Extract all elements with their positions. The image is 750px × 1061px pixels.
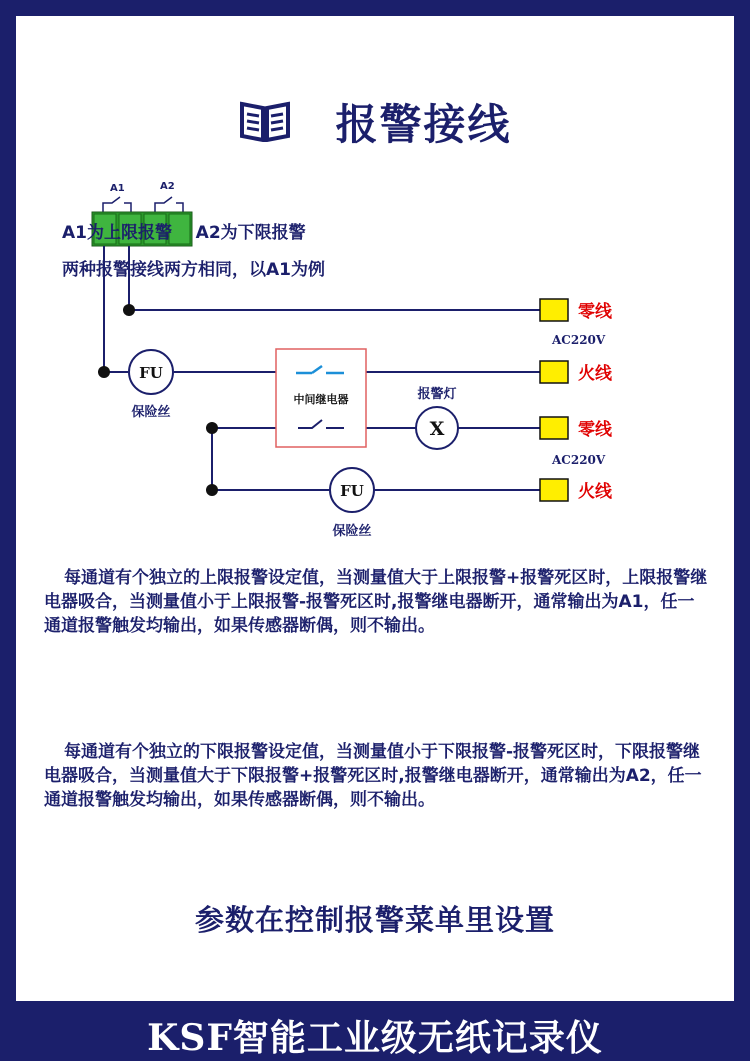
junction-dots xyxy=(98,304,218,496)
desc-line-1: A1为上限报警 A2为下限报警 xyxy=(62,223,306,243)
footer-title: KSF智能工业级无纸记录仪 xyxy=(147,1017,603,1059)
fuse-label-1: 保险丝 xyxy=(131,405,171,420)
relay-contact-icon xyxy=(103,197,183,212)
terminal-3 xyxy=(540,417,613,440)
terminal-label-2: 火线 xyxy=(578,364,612,384)
desc-line-2: 两种报警接线两方相同，以A1为例 xyxy=(62,260,325,280)
relay-label-a2: A2 xyxy=(160,181,175,192)
settings-note: 参数在控制报警菜单里设置 xyxy=(194,903,555,937)
fuse-symbol-1: FU xyxy=(139,364,163,382)
voltage-label-1: AC220V xyxy=(552,333,606,347)
alarm-lamp xyxy=(416,407,458,449)
page-title: 报警接线 xyxy=(335,100,512,149)
terminal-label-4: 火线 xyxy=(578,482,612,502)
relay-label-a1: A1 xyxy=(110,183,125,194)
fuse-symbol-2: FU xyxy=(340,482,364,500)
terminal-4 xyxy=(540,479,613,502)
lamp-symbol: X xyxy=(429,418,445,440)
relay-box-label: 中间继电器 xyxy=(293,393,349,406)
fuse-label-2: 保险丝 xyxy=(332,524,372,539)
fuse-2 xyxy=(330,468,374,512)
paragraph-lower-alarm: 每通道有个独立的下限报警设定值，当测量值小于下限报警-报警死区时，下限报警继电器吸合，当测量值大于下限报警+报警死区时,报警继电器断开，通常输出为A2，任一通道报警触发均输出，如果传感器断偶，则不输出。 xyxy=(44,742,702,810)
fuse-1 xyxy=(129,350,173,394)
terminal-label-3: 零线 xyxy=(578,420,612,440)
terminal-label-1: 零线 xyxy=(578,302,612,322)
terminal-1 xyxy=(540,299,613,322)
intermediate-relay xyxy=(276,349,366,447)
terminal-2 xyxy=(540,361,613,384)
lamp-label: 报警灯 xyxy=(417,387,457,402)
voltage-label-2: AC220V xyxy=(552,453,606,467)
paragraph-upper-alarm: 每通道有个独立的上限报警设定值，当测量值大于上限报警+报警死区时，上限报警继电器吸合，当测量值小于上限报警-报警死区时,报警继电器断开，通常输出为A1，任一通道报警触发均输出，如果传感器断偶，则不输出。 xyxy=(44,568,708,636)
